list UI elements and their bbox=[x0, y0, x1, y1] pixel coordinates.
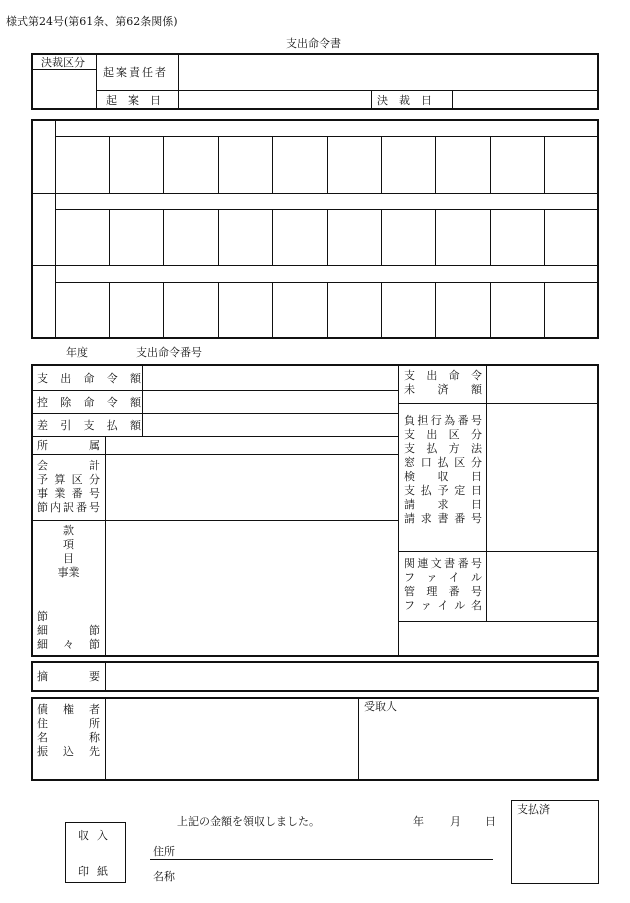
receipt-year: 年 bbox=[413, 815, 424, 828]
deduct-amount-label: 控 除 命 令 額 bbox=[37, 396, 141, 409]
summary-field[interactable] bbox=[106, 663, 598, 691]
form-reference: 様式第24号(第61条、第62条関係) bbox=[6, 15, 178, 28]
drafter-field[interactable] bbox=[179, 55, 598, 89]
creditor-labels: 債 権 者 住 所 名 称 振 込 先 bbox=[37, 703, 100, 758]
creditor-block bbox=[31, 697, 599, 781]
decision-section-label: 決裁区分 bbox=[41, 56, 85, 69]
order-amount-label: 支 出 命 令 額 bbox=[37, 372, 141, 385]
stamp-label-bottom: 印紙 bbox=[78, 865, 116, 878]
department-label: 所 属 bbox=[37, 439, 100, 452]
receipt-month: 月 bbox=[450, 815, 461, 828]
receipt-statement: 上記の金額を領収しました。 bbox=[177, 815, 320, 828]
account-labels: 会 計 予 算 区 分 事 業 番 号 節 内 訳 番 号 bbox=[37, 459, 100, 514]
paid-label: 支払済 bbox=[517, 803, 550, 816]
receipt-address-label: 住所 bbox=[153, 845, 175, 858]
file-labels: 関 連 文 書 番 号 フ ァ イ ル 管 理 番 号 フ ァ イ ル 名 bbox=[404, 557, 482, 612]
unpaid-amount-label: 支 出 命 令 未 済 額 bbox=[404, 369, 482, 396]
approve-date-label: 決 裁 日 bbox=[377, 94, 432, 107]
budget-labels-bottom: 節 細 節 細 々 節 bbox=[37, 610, 100, 651]
stamp-label-top: 収入 bbox=[78, 829, 116, 842]
payment-detail-labels: 負 担 行 為 番 号 支 出 区 分 支 払 方 法 窓 口 払 区 分 検 収 日 支 払 予 定 日 請 求 日 請 求 書 番 号 bbox=[404, 414, 482, 525]
net-payment-label: 差 引 支 払 額 bbox=[37, 419, 141, 432]
drafter-label: 起案責任者 bbox=[103, 66, 168, 79]
approval-seal-grid bbox=[31, 119, 599, 339]
form-title: 支出命令書 bbox=[286, 37, 341, 50]
order-number-label: 支出命令番号 bbox=[136, 346, 202, 359]
draft-date-label: 起 案 日 bbox=[106, 94, 161, 107]
address-underline[interactable] bbox=[150, 859, 493, 860]
summary-label: 摘 要 bbox=[37, 670, 100, 683]
recipient-label: 受取人 bbox=[364, 700, 397, 713]
budget-labels-top: 款 項 目 事業 bbox=[57, 524, 80, 579]
receipt-day: 日 bbox=[485, 815, 496, 828]
receipt-name-label: 名称 bbox=[153, 870, 175, 883]
fiscal-year-label: 年度 bbox=[66, 346, 88, 359]
